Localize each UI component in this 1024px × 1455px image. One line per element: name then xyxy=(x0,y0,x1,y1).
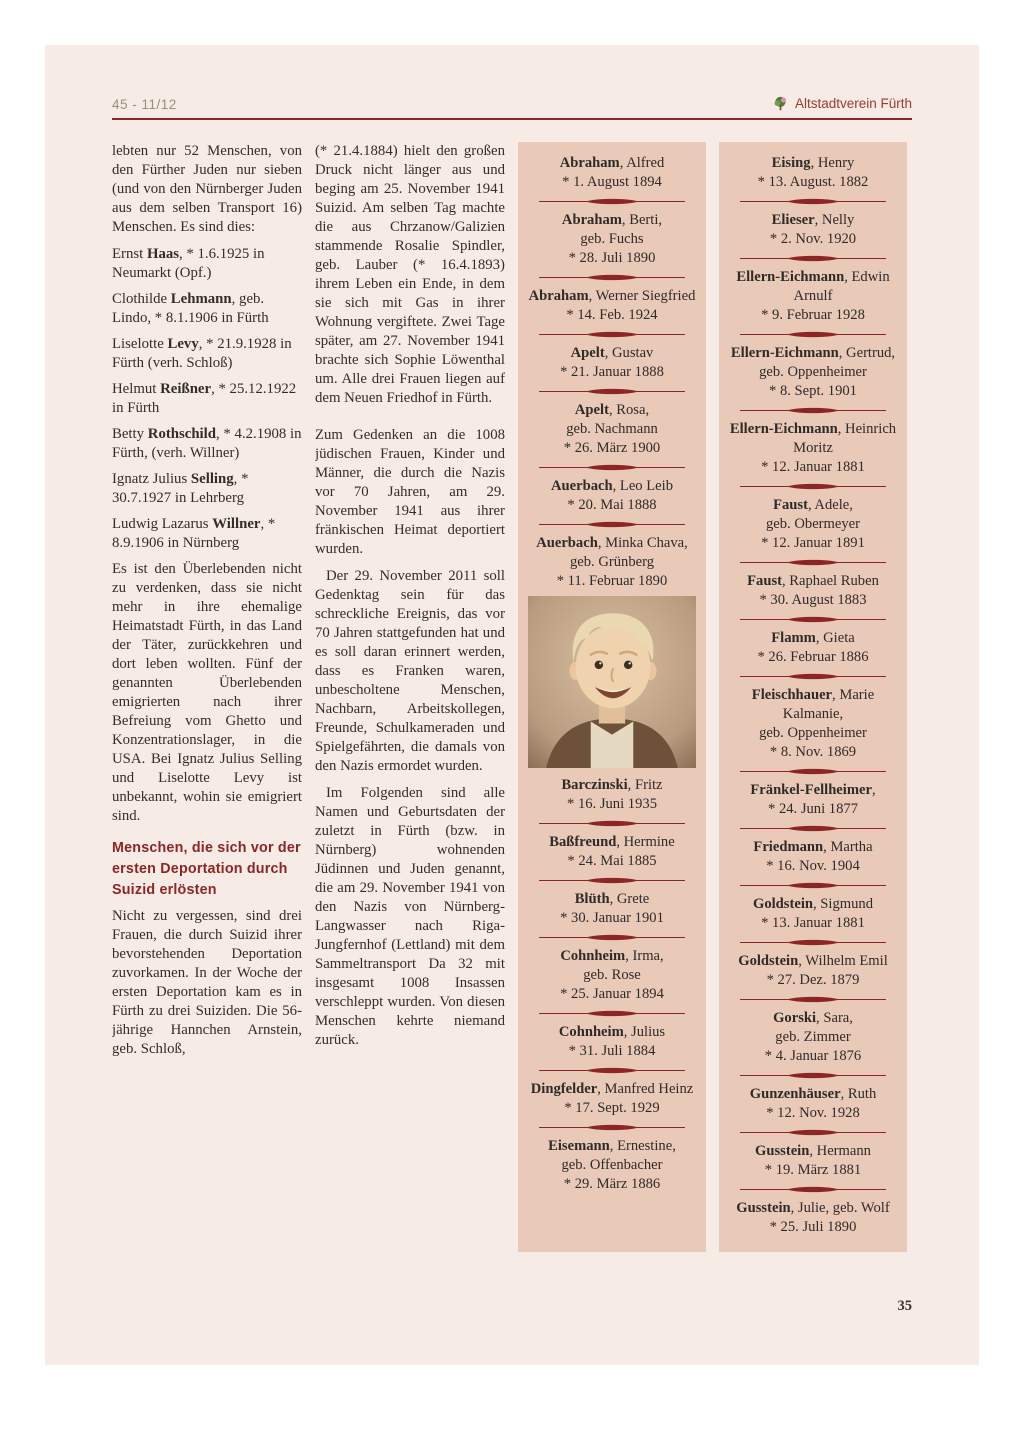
entry-birthdate: * 8. Sept. 1901 xyxy=(769,383,857,399)
entry-firstname: , Marie Kalmanie, xyxy=(782,687,875,722)
divider-lens-icon xyxy=(738,196,888,207)
entry-birthdate: * 12. Nov. 1928 xyxy=(766,1105,860,1121)
entry-birthdate: * 13. Januar 1881 xyxy=(761,915,865,931)
memorial-entry xyxy=(729,1199,897,1237)
memorial-entry xyxy=(729,895,897,948)
divider-lens-icon xyxy=(738,253,888,264)
entry-name xyxy=(528,401,696,420)
entry-surname: Ellern-Eichmann xyxy=(730,345,839,361)
entry-surname: Abraham xyxy=(561,212,622,228)
ornament-divider xyxy=(528,932,696,943)
memorial-entry xyxy=(528,344,696,397)
entry-birthdate: * 1. August 1894 xyxy=(562,174,662,190)
ornament-divider xyxy=(729,253,897,264)
memorial-entry xyxy=(528,477,696,530)
ornament-divider xyxy=(528,462,696,473)
divider-lens-icon xyxy=(738,557,888,568)
divider-lens-icon xyxy=(537,519,687,530)
ornament-divider xyxy=(528,1122,696,1133)
entry-firstname: , Ernestine, xyxy=(609,1138,676,1155)
survivor-surname: Willner xyxy=(212,516,261,532)
memorial-entry xyxy=(729,1142,897,1195)
entry-birthname: geb. Obermeyer xyxy=(765,516,860,532)
entry-firstname: , Sara, xyxy=(816,1010,853,1026)
paragraph-intro: lebten nur 52 Menschen, von den Fürther Juden nur sieben (und von den Nürnberger Juden aus dem selben Transport 16) Menschen. Es sind dies: xyxy=(112,143,302,235)
entry-birthdate: * 2. Nov. 1920 xyxy=(769,231,857,247)
divider-lens-icon xyxy=(738,1127,888,1138)
entry-name xyxy=(528,833,696,852)
ornament-divider xyxy=(729,614,897,625)
entry-birthdate: * 27. Dez. 1879 xyxy=(766,972,860,988)
memorial-entry xyxy=(729,629,897,682)
entry-birthdate: * 11. Februar 1890 xyxy=(556,573,668,589)
memorial-entry xyxy=(729,154,897,207)
entry-firstname: , Gieta xyxy=(815,630,855,646)
entry-firstname: , Manfred Heinz xyxy=(597,1081,694,1098)
survivor-entry xyxy=(112,425,302,463)
entry-surname: Flamm xyxy=(771,630,816,646)
entry-surname: Auerbach xyxy=(550,478,613,494)
entry-birthdate: * 12. Januar 1891 xyxy=(761,535,865,551)
ornament-divider xyxy=(729,1184,897,1195)
entry-name xyxy=(528,477,696,496)
divider-lens-icon xyxy=(738,329,888,340)
entry-firstname: , Werner Siegfried xyxy=(588,288,696,304)
divider-lens-icon xyxy=(537,386,687,397)
entry-name xyxy=(528,776,696,795)
entry-firstname: , Hermann xyxy=(809,1143,871,1159)
entry-birthdate: * 14. Feb. 1924 xyxy=(566,307,658,323)
entry-surname: Dingfelder xyxy=(530,1081,598,1098)
memorial-entry xyxy=(729,781,897,834)
entry-surname: Eising xyxy=(771,155,811,171)
survivor-surname: Rothschild xyxy=(147,426,217,442)
entry-birthdate: * 9. Februar 1928 xyxy=(761,307,865,323)
entry-name xyxy=(729,496,897,515)
boy-portrait-photo xyxy=(528,596,696,768)
ornament-divider xyxy=(528,1065,696,1076)
survivor-firstname: Ignatz Julius xyxy=(112,471,191,487)
memorial-entry xyxy=(528,1080,696,1133)
divider-lens-icon xyxy=(738,937,888,948)
memorial-entry xyxy=(528,833,696,886)
entry-birthdate: * 30. August 1883 xyxy=(759,592,867,608)
entry-birthdate: * 24. Juni 1877 xyxy=(768,801,858,817)
memorial-entry xyxy=(528,401,696,473)
divider-lens-icon xyxy=(537,1008,687,1019)
entry-name xyxy=(729,268,897,306)
memorial-entry xyxy=(729,838,897,891)
entry-name xyxy=(528,287,696,306)
ornament-divider xyxy=(528,875,696,886)
ornament-divider xyxy=(729,766,897,777)
entry-birthdate: * 13. August. 1882 xyxy=(757,174,869,190)
memorial-entry xyxy=(729,420,897,492)
entry-surname: Ellern-Eichmann xyxy=(736,269,845,285)
entry-firstname: , Ruth xyxy=(840,1086,877,1102)
ornament-divider xyxy=(729,329,897,340)
paragraph-gedenken: Zum Gedenken an die 1008 jüdischen Frauen, Kinder und Männer, die durch die Nazis vor 70 Jahren, am 29. November 1941 aus ihrer fränkischen Heimat deportiert wurden. xyxy=(315,427,505,557)
entry-surname: Abraham xyxy=(528,288,589,304)
page-header xyxy=(112,45,912,120)
ornament-divider xyxy=(528,818,696,829)
entry-firstname: , Hermine xyxy=(616,834,675,851)
entry-name xyxy=(528,1080,696,1099)
survivor-details: , * 25.12.1922 in Fürth xyxy=(112,381,297,416)
memorial-entry xyxy=(729,686,897,777)
survivor-entry xyxy=(112,470,302,508)
survivor-entry xyxy=(112,335,302,373)
entry-birthdate: * 31. Juli 1884 xyxy=(568,1043,656,1060)
entry-firstname: , Heinrich Moritz xyxy=(793,421,897,456)
memorial-entry xyxy=(528,534,696,591)
entry-surname: Blüth xyxy=(574,891,610,908)
entry-name xyxy=(528,890,696,909)
divider-lens-icon xyxy=(537,818,687,829)
ornament-divider xyxy=(729,994,897,1005)
paragraph-gedenktag: Der 29. November 2011 soll Gedenktag sein für das schreckliche Ereignis, das vor 70 Jahren stattgefunden hat und es soll daran erinnert werden, dass es Franken waren, unbescholtene Menschen, Nachbarn, Arbeitskollegen, Freunde, Schulkameraden und Spielgefährten, die damals von den Nazis ermordet wurden. xyxy=(315,568,505,774)
entry-surname: Apelt xyxy=(570,345,605,361)
entry-firstname: , Gustav xyxy=(604,345,654,361)
survivor-details: , * 21.9.1928 in Fürth (verh. Schloß) xyxy=(112,336,292,371)
entry-name xyxy=(528,154,696,173)
entry-surname: Elieser xyxy=(771,212,815,228)
entry-surname: Gunzenhäuser xyxy=(749,1086,841,1102)
entry-surname: Baßfreund xyxy=(549,834,617,851)
memorial-entry xyxy=(528,890,696,943)
entry-firstname: , Sigmund xyxy=(813,896,874,912)
divider-lens-icon xyxy=(738,405,888,416)
memorial-entry xyxy=(528,1023,696,1076)
issue-number: 45 - 11/12 xyxy=(112,97,177,112)
memorial-entry xyxy=(729,211,897,264)
survivor-firstname: Liselotte xyxy=(112,336,168,352)
memorial-entry xyxy=(729,268,897,340)
entry-birthdate: * 25. Januar 1894 xyxy=(560,986,664,1003)
entry-firstname: , Nelly xyxy=(814,212,855,228)
entry-birthdate: * 16. Juni 1935 xyxy=(567,796,657,813)
entry-surname: Gusstein xyxy=(755,1143,810,1159)
entry-surname: Fränkel-Fellheimer xyxy=(750,782,872,798)
paragraph-suicide: Nicht zu vergessen, sind drei Frauen, die durch Suizid ihrer bevorstehenden Deportation zuvorkamen. In der Woche der ersten Deportation kam es in Fürth zu drei Suiziden. Die 56-jährige Hannchen Arnstein, geb. Schloß, xyxy=(112,908,302,1057)
entry-surname: Cohnheim xyxy=(558,1024,624,1041)
survivor-surname: Selling xyxy=(190,471,234,487)
entry-surname: Friedmann xyxy=(753,839,824,855)
entry-birthdate: * 17. Sept. 1929 xyxy=(564,1100,660,1117)
memorial-entry xyxy=(528,211,696,283)
entry-firstname: , Leo Leib xyxy=(612,478,673,494)
entry-firstname: , Raphael Ruben xyxy=(782,573,879,589)
survivor-details: , geb. Lindo, * 8.1.1906 in Fürth xyxy=(112,291,269,326)
entry-firstname: , Wilhelm Emil xyxy=(798,953,888,969)
entry-birthdate: * 16. Nov. 1904 xyxy=(766,858,860,874)
text-column-2 xyxy=(315,142,505,1252)
entry-name xyxy=(528,947,696,966)
entry-birthname: geb. Grünberg xyxy=(569,554,655,570)
memorial-entry xyxy=(729,344,897,416)
survivor-details: , * 1.6.1925 in Neumarkt (Opf.) xyxy=(112,246,265,281)
entry-name xyxy=(729,572,897,591)
ornament-divider xyxy=(729,196,897,207)
entry-name xyxy=(729,1009,897,1028)
divider-lens-icon xyxy=(738,823,888,834)
survivor-entry xyxy=(112,380,302,418)
ornament-divider xyxy=(528,272,696,283)
entry-name xyxy=(729,1085,897,1104)
memorial-column-1 xyxy=(518,142,706,1252)
entry-surname: Fleischhauer xyxy=(751,687,833,703)
ornament-divider xyxy=(729,481,897,492)
ornament-divider xyxy=(528,519,696,530)
divider-lens-icon xyxy=(537,1122,687,1133)
memorial-entry xyxy=(729,1085,897,1138)
brand-name: Altstadtverein Fürth xyxy=(794,96,912,111)
paragraph-suicide-cont: (* 21.4.1884) hielt den großen Druck nicht länger aus und beging am 25. November 1941 Suizid. Am selben Tag machte die aus Chrzanow/Galizien stammende Rosalie Spindler, geb. Lauber (* 16.4.1893) ihrem Leben ein Ende, in dem sie sich mit Gas in ihrer Wohnung vergiftete. Zwei Tage später, am 27. November 1941 brachte sich Sophie Löwenthal um. Alle drei Frauen liegen auf dem Neuen Friedhof in Fürth. xyxy=(315,143,505,406)
survivor-surname: Reißner xyxy=(160,381,212,397)
survivor-entry xyxy=(112,245,302,283)
survivor-firstname: Ludwig Lazarus xyxy=(112,516,213,532)
content-columns xyxy=(112,142,912,1252)
ornament-divider xyxy=(729,1127,897,1138)
survivor-entry xyxy=(112,515,302,553)
ornament-divider xyxy=(729,405,897,416)
divider-lens-icon xyxy=(537,329,687,340)
magazine-page xyxy=(45,45,979,1365)
entry-firstname: , Adele, xyxy=(807,497,853,513)
memorial-entry xyxy=(528,287,696,340)
entry-birthdate: * 24. Mai 1885 xyxy=(567,853,657,870)
survivor-details: , * 4.2.1908 in Fürth, (verh. Willner) xyxy=(112,426,302,461)
entry-firstname: , Martha xyxy=(823,839,873,855)
divider-lens-icon xyxy=(738,880,888,891)
survivor-surname: Lehmann xyxy=(170,291,232,307)
entry-name xyxy=(729,686,897,724)
entry-firstname: , Alfred xyxy=(619,155,665,171)
entry-surname: Apelt xyxy=(574,402,609,418)
divider-lens-icon xyxy=(738,1184,888,1195)
survivor-firstname: Clothilde xyxy=(112,291,171,307)
memorial-entry xyxy=(729,496,897,568)
entry-surname: Goldstein xyxy=(752,896,813,912)
memorial-photo xyxy=(528,596,696,768)
memorial-entry xyxy=(729,572,897,625)
entry-birthdate: * 21. Januar 1888 xyxy=(560,364,664,380)
memorial-entry xyxy=(528,154,696,207)
divider-lens-icon xyxy=(537,875,687,886)
entry-firstname: , Rosa, xyxy=(608,402,650,418)
survivor-list xyxy=(112,245,302,553)
entry-firstname: , Minka Chava, xyxy=(597,535,688,551)
entry-firstname: , Edwin Arnulf xyxy=(793,269,890,304)
survivor-details: , * 30.7.1927 in Lehrberg xyxy=(112,471,249,506)
entry-surname: Faust xyxy=(747,573,782,589)
divider-lens-icon xyxy=(537,272,687,283)
divider-lens-icon xyxy=(738,671,888,682)
memorial-column-2 xyxy=(719,142,907,1252)
ornament-divider xyxy=(729,823,897,834)
entry-birthdate: * 8. Nov. 1869 xyxy=(769,744,857,760)
entry-name xyxy=(528,1023,696,1042)
survivor-surname: Haas xyxy=(146,246,180,262)
ornament-divider xyxy=(729,557,897,568)
survivor-surname: Levy xyxy=(167,336,199,352)
suicide-heading: Menschen, die sich vor der ersten Deportation durch Suizid erlösten xyxy=(112,840,301,898)
paragraph-survivors-note: Es ist den Überlebenden nicht zu verdenken, dass sie nicht mehr in ihre ehemalige Heimatstadt Fürth, in das Land der Täter, zurückkehren und dort leben wollten. Fünf der genannten Überlebenden emigrierten nach ihrer Befreiung vom Ghetto und Konzentrationslager, in die USA. Bei Ignatz Julius Selling und Liselotte Levy ist unbekannt, wohin sie emigriert sind. xyxy=(112,561,302,824)
entry-surname: Cohnheim xyxy=(560,948,626,965)
divider-lens-icon xyxy=(537,1065,687,1076)
entry-birthdate: * 26. Februar 1886 xyxy=(757,649,869,665)
entry-birthdate: * 19. März 1881 xyxy=(764,1162,862,1178)
entry-firstname: , Julie, geb. Wolf xyxy=(790,1200,890,1216)
entry-surname: Barczinski xyxy=(561,777,628,794)
entry-birthdate: * 28. Juli 1890 xyxy=(568,250,656,266)
text-column-1 xyxy=(112,142,302,1252)
entry-name xyxy=(528,1137,696,1156)
ornament-divider xyxy=(528,1008,696,1019)
memorial-entry xyxy=(729,1009,897,1081)
memorial-group-a xyxy=(528,154,696,591)
entry-surname: Auerbach xyxy=(536,535,598,551)
entry-birthdate: * 12. Januar 1881 xyxy=(761,459,865,475)
survivor-entry xyxy=(112,290,302,328)
entry-birthname: geb. Offenbacher xyxy=(561,1157,663,1174)
divider-lens-icon xyxy=(738,614,888,625)
entry-name xyxy=(729,211,897,230)
entry-birthname: geb. Fuchs xyxy=(580,231,644,247)
memorial-entry xyxy=(729,952,897,1005)
entry-birthdate: * 26. März 1900 xyxy=(563,440,661,456)
entry-firstname: , Gertrud, geb. Oppenheimer xyxy=(759,345,896,380)
entry-firstname: , Henry xyxy=(810,155,855,171)
entry-surname: Ellern-Eichmann xyxy=(729,421,838,437)
entry-name xyxy=(729,895,897,914)
entry-birthname: geb. Zimmer xyxy=(775,1029,851,1045)
entry-birthname: geb. Rose xyxy=(583,967,641,984)
entry-firstname: , Julius xyxy=(623,1024,666,1041)
entry-surname: Abraham xyxy=(559,155,620,171)
tree-logo-icon xyxy=(772,95,789,112)
entry-birthdate: * 30. Januar 1901 xyxy=(560,910,664,927)
ornament-divider xyxy=(729,1070,897,1081)
brand xyxy=(772,95,912,112)
divider-lens-icon xyxy=(738,994,888,1005)
ornament-divider xyxy=(729,880,897,891)
ornament-divider xyxy=(528,329,696,340)
survivor-firstname: Betty xyxy=(112,426,148,442)
divider-lens-icon xyxy=(537,196,687,207)
entry-name xyxy=(729,1199,897,1218)
divider-lens-icon xyxy=(537,932,687,943)
entry-birthdate: * 25. Juli 1890 xyxy=(769,1219,857,1235)
entry-firstname: , Fritz xyxy=(627,777,663,794)
memorial-entry xyxy=(528,776,696,829)
divider-lens-icon xyxy=(738,1070,888,1081)
entry-name xyxy=(528,211,696,230)
entry-name xyxy=(528,344,696,363)
memorial-group-b xyxy=(528,776,696,1194)
memorial-entry xyxy=(528,1137,696,1194)
memorial-entry xyxy=(528,947,696,1019)
memorial-group-c xyxy=(729,154,897,1237)
entry-firstname: , Irma, xyxy=(625,948,664,965)
divider-lens-icon xyxy=(738,481,888,492)
entry-name xyxy=(729,781,897,800)
entry-name xyxy=(729,154,897,173)
entry-surname: Goldstein xyxy=(738,953,799,969)
ornament-divider xyxy=(528,196,696,207)
entry-birthname: geb. Oppenheimer xyxy=(759,725,867,741)
ornament-divider xyxy=(729,671,897,682)
entry-birthdate: * 29. März 1886 xyxy=(563,1176,661,1193)
survivor-details: , * 8.9.1906 in Nürnberg xyxy=(112,516,276,551)
entry-birthdate: * 20. Mai 1888 xyxy=(567,497,657,513)
entry-name xyxy=(729,1142,897,1161)
entry-name xyxy=(729,952,897,971)
paragraph-deportation: Im Folgenden sind alle Namen und Geburtsdaten der zuletzt in Fürth (bzw. in Nürnberg) wohnenden Jüdinnen und Juden genannt, die am 29. November 1941 von den Nazis von Nürnberg-Langwasser nach Riga-Jungfernhof (Lettland) mit dem Sammeltransport Da 32 mit insgesamt 1008 Insassen verschleppt wurden. Von diesen Menschen kehrte niemand zurück. xyxy=(315,785,505,1048)
survivor-firstname: Helmut xyxy=(112,381,161,397)
divider-lens-icon xyxy=(537,462,687,473)
entry-birthdate: * 4. Januar 1876 xyxy=(764,1048,862,1064)
entry-name xyxy=(528,534,696,553)
entry-name xyxy=(729,344,897,382)
survivor-firstname: Ernst xyxy=(112,246,147,262)
ornament-divider xyxy=(729,937,897,948)
entry-name xyxy=(729,629,897,648)
entry-surname: Gusstein xyxy=(736,1200,791,1216)
page-number: 35 xyxy=(897,1298,912,1314)
entry-firstname: , Grete xyxy=(609,891,650,908)
entry-name xyxy=(729,838,897,857)
entry-surname: Faust xyxy=(773,497,808,513)
entry-surname: Eisemann xyxy=(548,1138,610,1155)
ornament-divider xyxy=(528,386,696,397)
entry-firstname: , Berti, xyxy=(621,212,663,228)
divider-lens-icon xyxy=(738,766,888,777)
entry-surname: Gorski xyxy=(773,1010,817,1026)
entry-birthname: geb. Nachmann xyxy=(566,421,658,437)
entry-firstname: , xyxy=(871,782,876,798)
entry-name xyxy=(729,420,897,458)
